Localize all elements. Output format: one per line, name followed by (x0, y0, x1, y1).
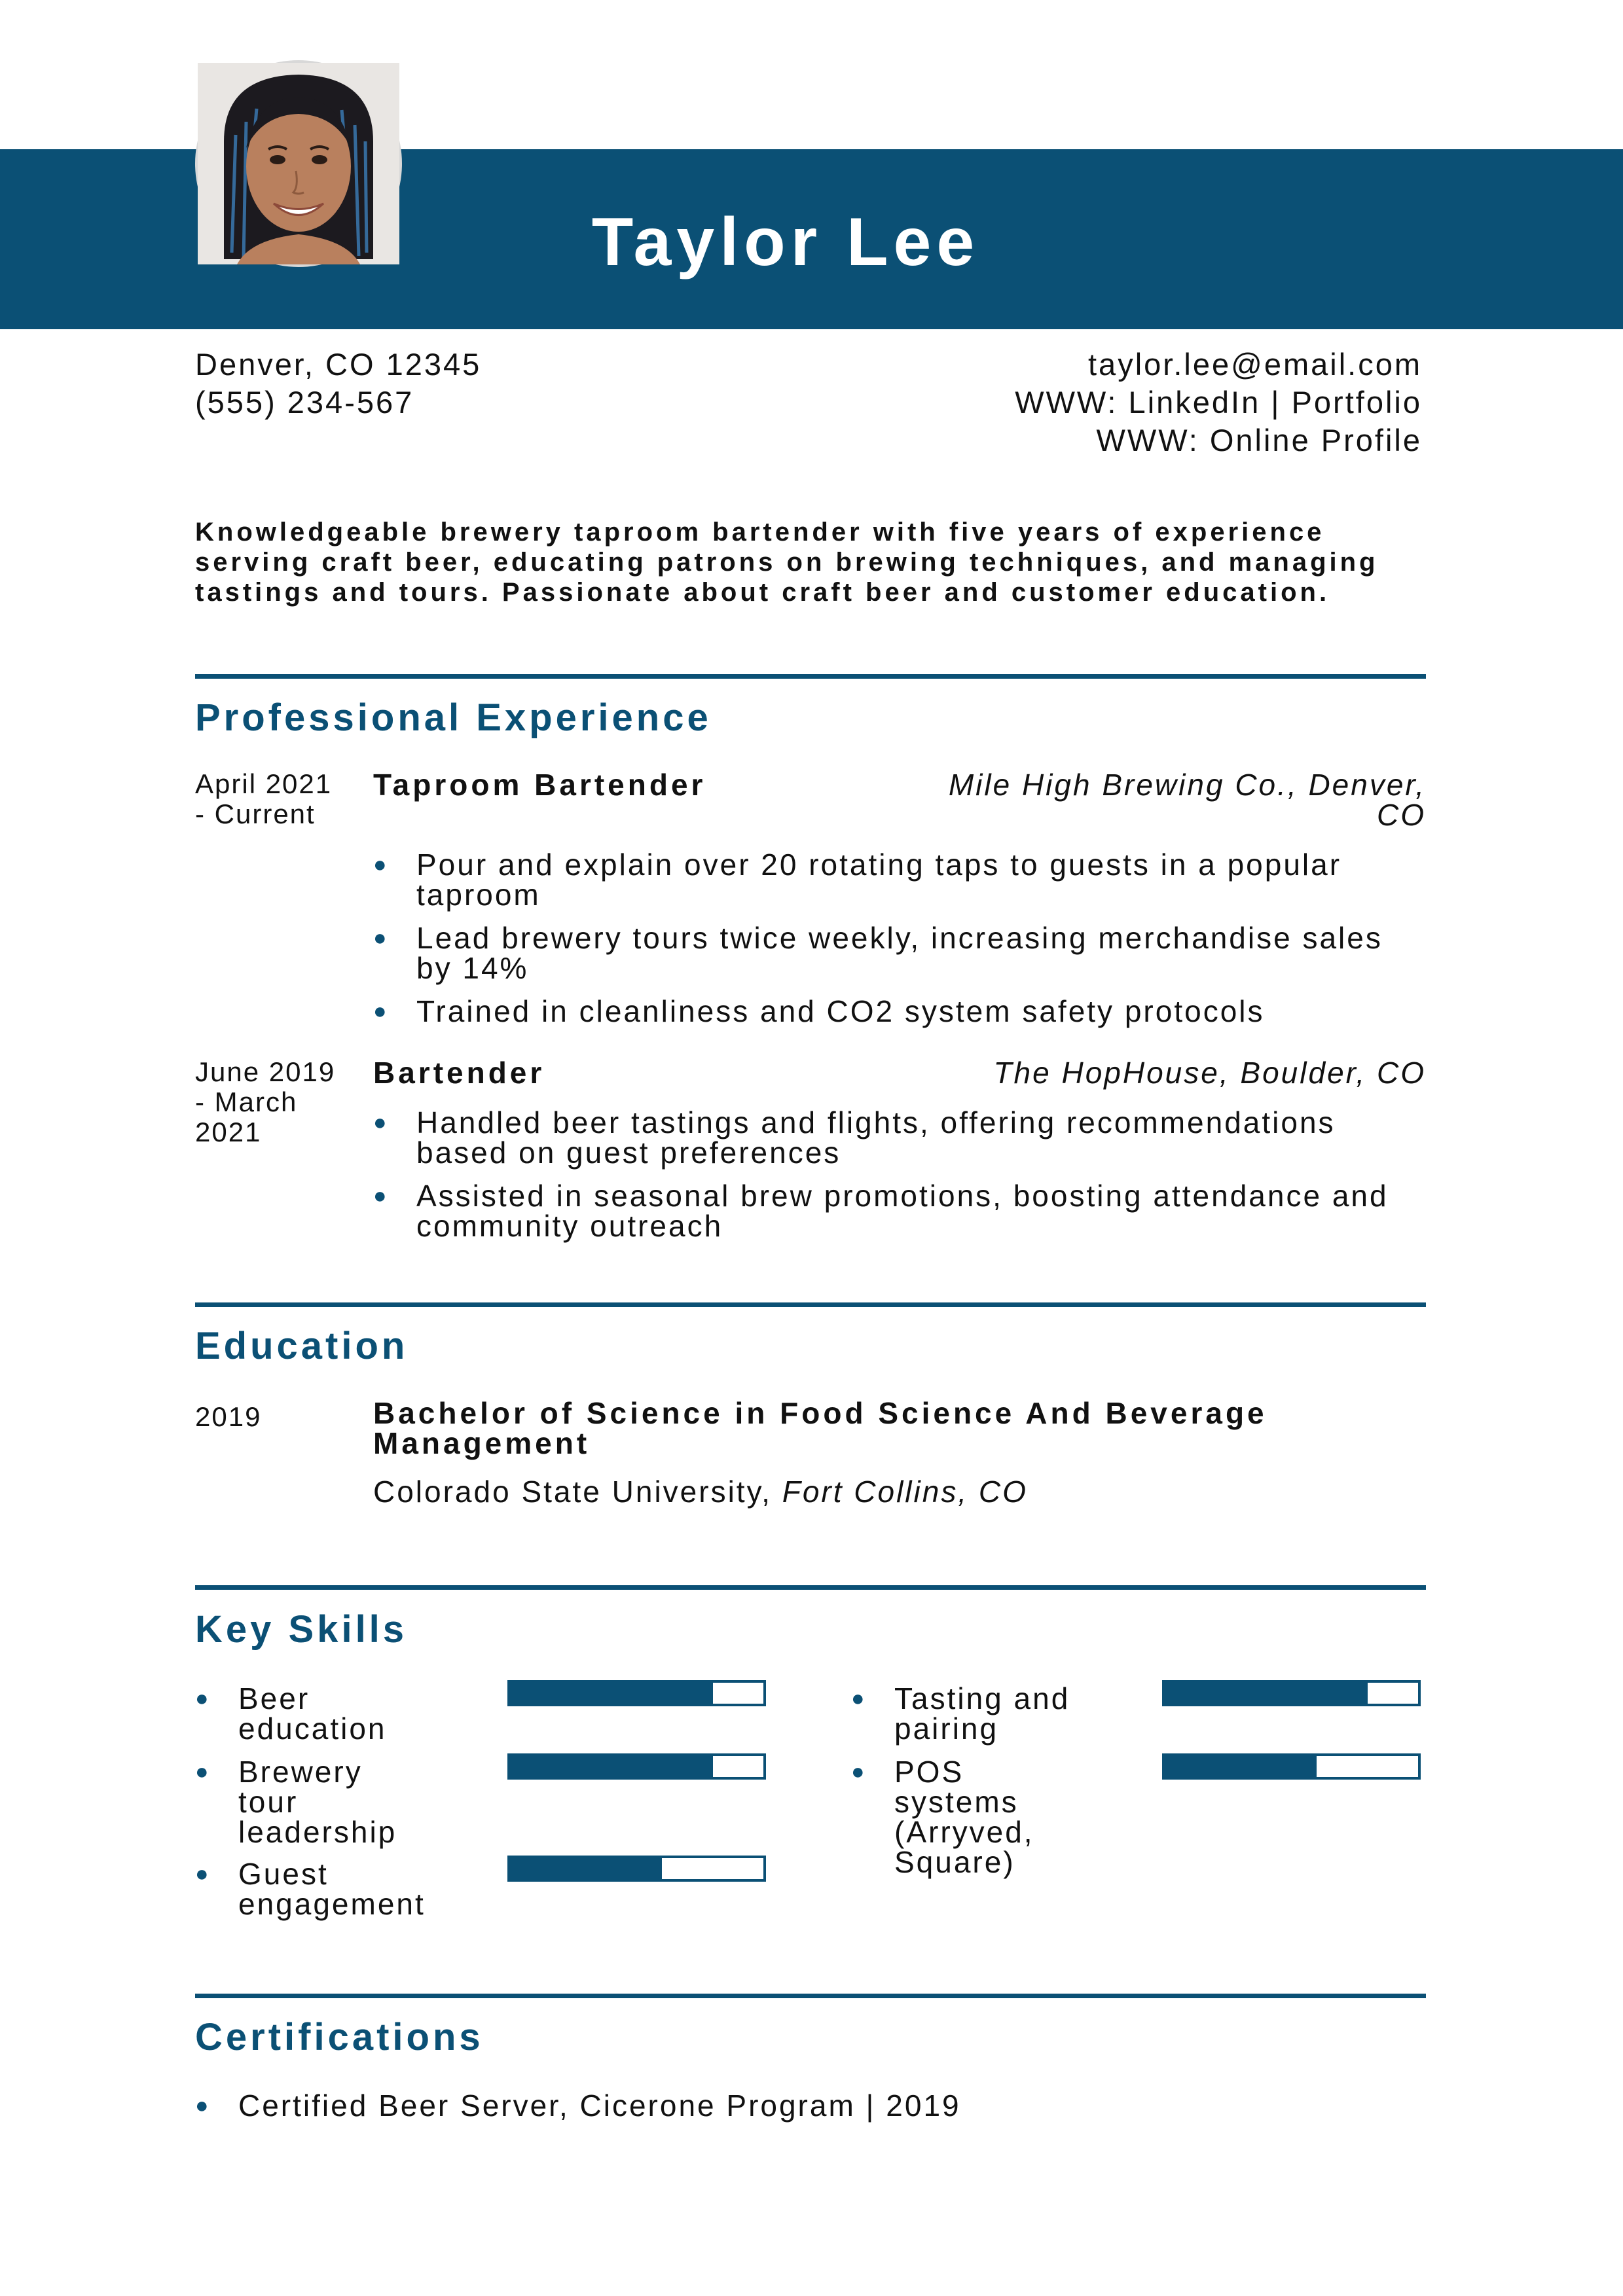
certification-item (195, 2088, 1426, 2123)
certification-text: Certified Beer Server, Cicerone Program | 2019 (238, 2089, 961, 2123)
section-title-certifications: Certifications (195, 2016, 484, 2058)
bullet-dot-icon: ● (195, 2093, 211, 2118)
job-bullet (373, 923, 1427, 983)
education-school-line (373, 1477, 1427, 1507)
job-bullet-text: Trained in cleanliness and CO2 system safety protocols (416, 994, 1265, 1028)
professional-summary: Knowledgeable brewery taproom bartender with five years of experience serving craft beer, educating patrons on brewing techniques, and managing tastings and tours. Passionate about craft beer and customer education. (195, 518, 1379, 607)
skill-level-fill (1165, 1683, 1368, 1704)
skill-item (195, 1683, 431, 1744)
job-company: The HopHouse, Boulder, CO (993, 1056, 1426, 1090)
skill-level-bar (507, 1856, 766, 1882)
section-divider (195, 1994, 1426, 1998)
job-bullet (373, 1107, 1427, 1168)
job-dates: April 2021 - Current (195, 768, 333, 829)
skill-level-fill (510, 1858, 662, 1879)
job-bullet (373, 996, 1427, 1026)
skill-item (195, 1859, 431, 1919)
section-title-education: Education (195, 1325, 409, 1367)
bullet-dot-icon: ● (373, 852, 389, 877)
skill-level-bar (507, 1753, 766, 1780)
skill-level-fill (510, 1683, 713, 1704)
skill-label: POS systems (Arryved, Square) (894, 1755, 1034, 1879)
job-bullet-text: Handled beer tastings and flights, offering recommendations based on guest preferences (416, 1105, 1336, 1170)
job-bullet-text: Pour and explain over 20 rotating taps to guests in a popular taproom (416, 848, 1342, 912)
skill-label: Brewery tour leadership (238, 1755, 397, 1849)
skill-level-fill (1165, 1756, 1317, 1777)
bullet-dot-icon: ● (373, 999, 389, 1024)
skill-label: Tasting and pairing (894, 1681, 1070, 1746)
job-title: Taproom Bartender (373, 768, 706, 802)
profile-photo (195, 60, 402, 267)
job-company: Mile High Brewing Co., Denver, CO (948, 768, 1426, 832)
bullet-dot-icon: ● (851, 1686, 867, 1711)
section-divider (195, 1302, 1426, 1307)
job-bullet-text: Assisted in seasonal brew promotions, boosting attendance and community outreach (416, 1179, 1389, 1243)
education-school: Colorado State University, (373, 1475, 772, 1509)
candidate-name: Taylor Lee (591, 204, 980, 280)
section-title-skills: Key Skills (195, 1608, 408, 1651)
contact-location: Denver, CO 12345 (195, 347, 482, 382)
contact-links[interactable]: WWW: LinkedIn | Portfolio (1015, 385, 1422, 420)
contact-profile[interactable]: WWW: Online Profile (1096, 423, 1422, 457)
skill-level-bar (1162, 1680, 1421, 1706)
contact-email[interactable]: taylor.lee@email.com (1088, 347, 1422, 382)
job-dates: June 2019 - March 2021 (195, 1056, 336, 1147)
education-year: 2019 (195, 1401, 262, 1432)
profile-photo-illustration (198, 63, 399, 264)
skill-label: Guest engagement (238, 1857, 426, 1921)
job-bullet-text: Lead brewery tours twice weekly, increasing merchandise sales by 14% (416, 921, 1383, 985)
education-degree: Bachelor of Science in Food Science And Beverage Management (373, 1396, 1267, 1460)
bullet-dot-icon: ● (195, 1861, 211, 1886)
section-title-experience: Professional Experience (195, 696, 712, 739)
skill-item (195, 1755, 431, 1849)
job-bullet (373, 850, 1427, 910)
skill-level-fill (510, 1756, 713, 1777)
skill-level-bar (507, 1680, 766, 1706)
bullet-dot-icon: ● (195, 1759, 211, 1784)
section-divider (195, 674, 1426, 679)
job-title: Bartender (373, 1056, 545, 1090)
bullet-dot-icon: ● (195, 1686, 211, 1711)
bullet-dot-icon: ● (373, 1110, 389, 1135)
skill-item (851, 1683, 1087, 1744)
job-bullet (373, 1181, 1427, 1241)
section-divider (195, 1585, 1426, 1590)
bullet-dot-icon: ● (373, 1183, 389, 1208)
bullet-dot-icon: ● (373, 925, 389, 950)
bullet-dot-icon: ● (851, 1759, 867, 1784)
education-location: Fort Collins, CO (782, 1475, 1028, 1509)
skill-item (851, 1755, 1087, 1879)
skill-label: Beer education (238, 1681, 387, 1746)
skill-level-bar (1162, 1753, 1421, 1780)
contact-phone: (555) 234-567 (195, 385, 414, 420)
